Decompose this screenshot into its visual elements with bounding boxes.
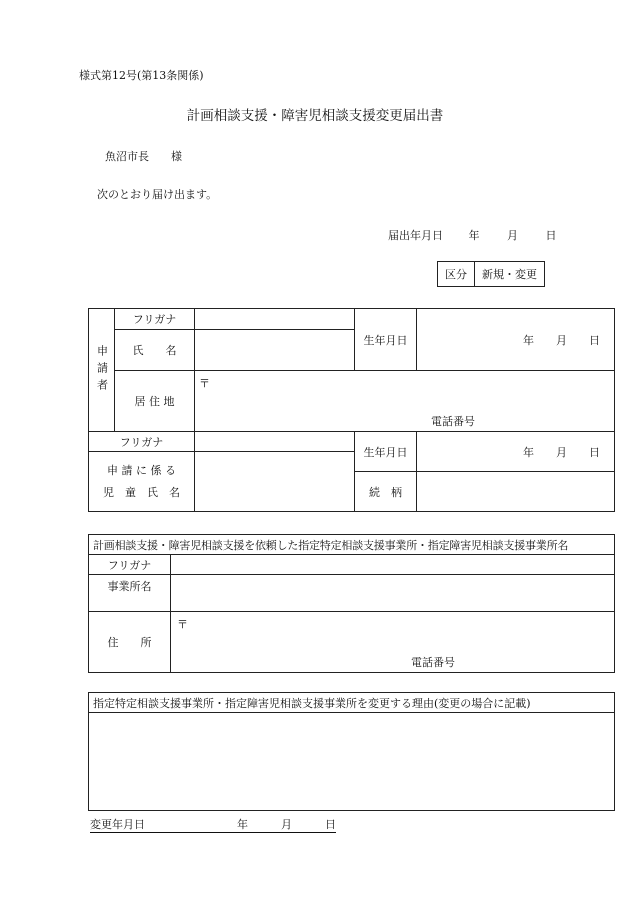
child-furigana-label: フリガナ (89, 432, 195, 452)
applicant-address-field[interactable] (195, 371, 615, 432)
applicant-phone-label: 電話番号 (431, 415, 475, 428)
provider-phone-label: 電話番号 (411, 656, 455, 669)
applicant-section-label: 申請者 (89, 309, 115, 432)
provider-furigana-label: フリガナ (89, 555, 171, 575)
applicant-birth-field[interactable]: 年 月 日 (417, 309, 615, 371)
submission-date-label: 届出年月日 (388, 229, 443, 242)
provider-office-label: 事業所名 (89, 575, 171, 612)
change-date-line[interactable] (90, 816, 336, 833)
reason-heading: 指定特定相談支援事業所・指定障害児相談支援事業所を変更する理由(変更の場合に記載) (89, 693, 615, 713)
applicant-address-label: 居 住 地 (115, 371, 195, 432)
reason-field[interactable] (89, 713, 615, 811)
provider-table (88, 534, 615, 673)
change-date (90, 816, 336, 833)
applicant-furigana-field[interactable] (195, 309, 355, 330)
submission-month-unit[interactable]: 月 (507, 229, 518, 242)
submission-year-unit[interactable]: 年 (468, 229, 480, 242)
child-birth-label: 生年月日 (355, 432, 417, 472)
provider-postal-mark: 〒 (177, 618, 188, 631)
child-relation-label: 続 柄 (355, 472, 417, 512)
child-birth-field[interactable]: 年 月 日 (417, 432, 615, 472)
change-date-ymd: 年 月 日 (237, 818, 336, 831)
notice-text: 次のとおり届け出ます。 (97, 188, 218, 201)
child-furigana-field[interactable] (195, 432, 355, 452)
reason-table (88, 692, 615, 811)
applicant-postal-mark: 〒 (199, 377, 210, 390)
child-name-label: 申 請 に 係 る 児 童 氏 名 (89, 452, 195, 512)
submission-day-unit[interactable]: 日 (545, 229, 557, 242)
provider-address-label: 住 所 (89, 612, 171, 673)
applicant-table (88, 308, 615, 512)
addressee: 魚沼市長 様 (105, 150, 182, 163)
page-title: 計画相談支援・障害児相談支援変更届出書 (186, 108, 444, 124)
child-name-field[interactable] (195, 452, 355, 512)
applicant-name-field[interactable] (195, 330, 355, 371)
category-label: 区分 (438, 262, 475, 287)
provider-furigana-field[interactable] (171, 555, 615, 575)
provider-heading: 計画相談支援・障害児相談支援を依頼した指定特定相談支援事業所・指定障害児相談支援事業所名 (89, 535, 615, 555)
submission-date (388, 227, 557, 243)
category-table (437, 261, 545, 287)
form-number: 様式第12号(第13条関係) (79, 69, 204, 82)
change-date-label: 変更年月日 (90, 818, 145, 831)
provider-office-field[interactable] (171, 575, 615, 612)
applicant-furigana-label: フリガナ (115, 309, 195, 330)
applicant-birth-label: 生年月日 (355, 309, 417, 371)
child-relation-field[interactable] (417, 472, 615, 512)
provider-address-field[interactable] (171, 612, 615, 673)
category-value[interactable]: 新規・変更 (475, 262, 545, 287)
applicant-name-label: 氏 名 (115, 330, 195, 371)
